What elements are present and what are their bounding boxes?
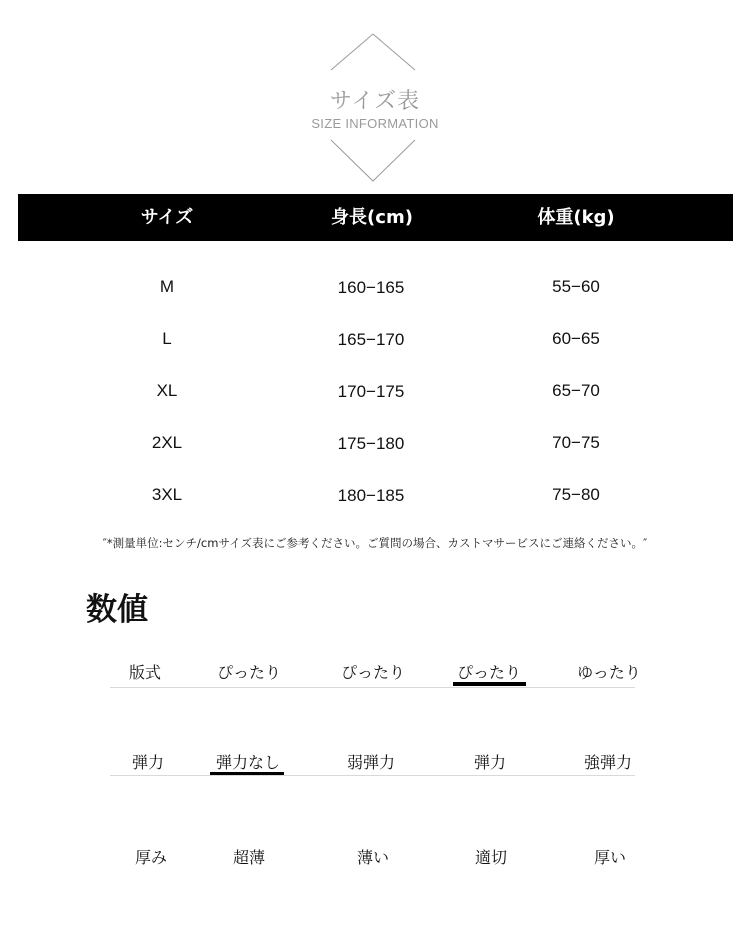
height-cell: 170−175 [337, 382, 405, 401]
size-cell: XL [156, 381, 178, 400]
weight-cell: 65−70 [552, 381, 600, 400]
size-cell: M [159, 277, 175, 296]
spec-label: 厚み [134, 848, 167, 867]
spec-option-selected: ぴったり [456, 663, 521, 682]
spec-option-selected: 弾力なし [215, 753, 280, 772]
size-chart-title: サイズ表 [329, 89, 421, 114]
size-cell: 3XL [151, 485, 183, 504]
spec-option: ぴったり [216, 663, 281, 682]
spec-option: 厚い [593, 848, 626, 867]
spec-option: 弱弾力 [346, 753, 395, 772]
size-cell: 2XL [151, 433, 183, 452]
spec-option: ぴったり [340, 663, 405, 682]
height-cell: 180−185 [337, 486, 405, 505]
height-cell: 175−180 [337, 434, 405, 453]
weight-cell: 70−75 [552, 433, 600, 452]
spec-option: ゆったり [577, 663, 641, 682]
weight-cell: 55−60 [552, 277, 600, 296]
weight-cell: 60−65 [552, 329, 600, 348]
height-cell: 160−165 [337, 278, 405, 297]
column-header-size: サイズ [140, 207, 194, 228]
spec-label: 版式 [128, 663, 161, 682]
selected-indicator [453, 682, 526, 686]
spec-label: 弾力 [131, 753, 164, 772]
size-cell: L [162, 329, 172, 348]
spec-option: 適切 [474, 848, 507, 867]
spec-option: 超薄 [232, 848, 265, 867]
column-header-weight: 体重(kg) [537, 207, 615, 228]
height-cell: 165−170 [337, 330, 405, 349]
spec-option: 強弾力 [583, 753, 632, 772]
divider [110, 687, 635, 688]
weight-cell: 75−80 [552, 485, 600, 504]
divider [110, 775, 635, 776]
specs-title: 数値 [86, 592, 148, 628]
measurement-note: ″*測量単位:センチ/cmサイズ表にご参考ください。ご質問の場合、カストマサービスにご連絡ください。″ [102, 536, 648, 550]
spec-option: 弾力 [473, 753, 506, 772]
size-table-header [18, 194, 733, 241]
column-header-height: 身長(cm) [331, 207, 413, 228]
size-chart-subtitle: SIZE INFORMATION [311, 116, 439, 131]
spec-option: 薄い [356, 848, 389, 867]
